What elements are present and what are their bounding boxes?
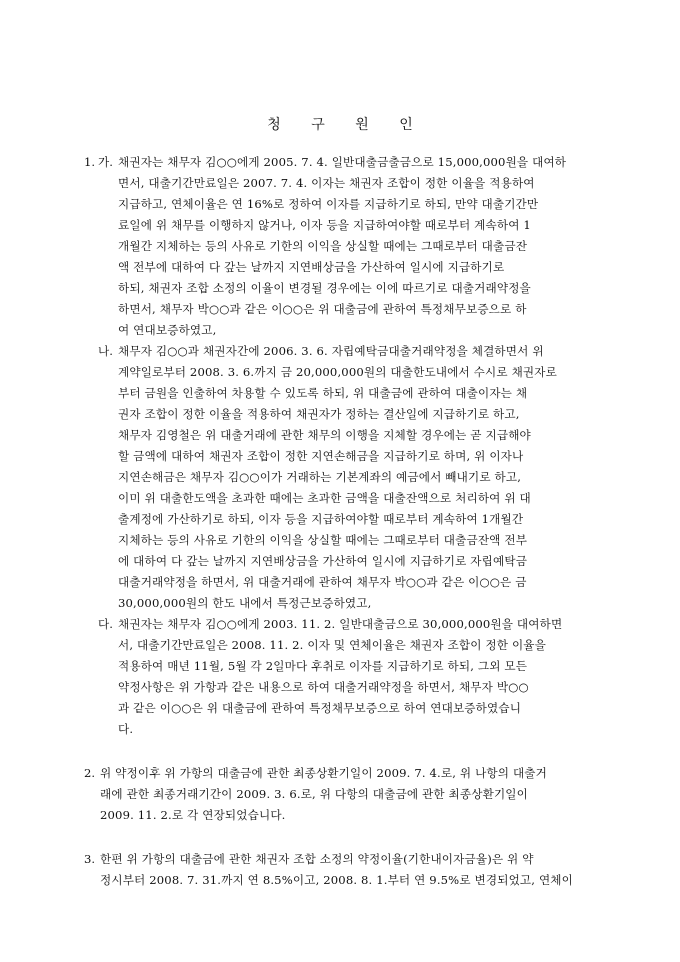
paragraph-line: 30,000,000원의 한도 내에서 특정근보증하였고, [118,596,372,610]
item-marker: 나. [98,344,113,358]
paragraph-line: 계약일로부터 2008. 3. 6.까지 금 20,000,000원의 대출한도내에서 수시로 채권자로 [118,365,557,379]
paragraph-line: 여 연대보증하였고, [118,323,217,337]
paragraph-line: 면서, 대출기간만료일은 2007. 7. 4. 이자는 채권자 조합이 정한 이율을 적용하여 [118,176,535,190]
paragraph-line: 지연손해금은 채무자 김○○이가 거래하는 기본계좌의 예금에서 빼내기로 하고, [118,470,522,484]
paragraph-line: 채권자는 채무자 김○○에게 2005. 7. 4. 일반대출금출금으로 15,000,000원을 대여하 [118,155,567,169]
paragraph-line: 약정사항은 위 가항과 같은 내용으로 하여 대출거래약정을 하면서, 채무자 박○○ [118,680,529,694]
paragraph-line: 과 같은 이○○은 위 대출금에 관하여 특정채무보증으로 하여 연대보증하였습니 [118,701,522,715]
paragraph-line: 래에 관한 최종거래기간이 2009. 3. 6.로, 위 다항의 대출금에 관한 최종상환기일이 [100,787,528,801]
paragraph-line: 에 대하여 다 갚는 날까지 지연배상금을 가산하여 일시에 지급하기로 자립예탁금 [118,554,528,568]
paragraph-line: 하되, 채권자 조합 소정의 이율이 변경될 경우에는 이에 따르기로 대출거래약정을 [118,281,531,295]
paragraph-line: 료일에 위 채무를 이행하지 않거나, 이자 등을 지급하여야할 때로부터 계속하여 1 [118,218,531,232]
paragraph-line: 위 약정이후 위 가항의 대출금에 관한 최종상환기일이 2009. 7. 4.로, 위 나항의 대출거 [100,766,548,780]
paragraph-line: 정시부터 2008. 7. 31.까지 연 8.5%이고, 2008. 8. 1.부터 연 9.5%로 변경되었고, 연체이 [100,873,573,887]
paragraph-line: 권자 조합이 정한 이율을 적용하여 채권자가 정하는 결산일에 지급하기로 하고, [118,407,520,421]
paragraph-line: 채무자 김○○과 채권자간에 2006. 3. 6. 자립예탁금대출거래약정을 체결하면서 위 [118,344,544,358]
paragraph-line: 대출거래약정을 하면서, 위 대출거래에 관하여 채무자 박○○과 같은 이○○은 금 [118,575,527,589]
paragraph-line: 서, 대출기간만료일은 2008. 11. 2. 이자 및 연체이율은 채권자 조합이 정한 이율을 [118,638,547,652]
paragraph-line: 할 금액에 대하여 채권자 조합이 정한 지연손해금을 지급하기로 하며, 위 이자나 [118,449,524,463]
paragraph-line: 채무자 김영철은 위 대출거래에 관한 채무의 이행을 지체할 경우에는 곧 지급해야 [118,428,531,442]
paragraph-line: 이미 위 대출한도액을 초과한 때에는 초과한 금액을 대출잔액으로 처리하여 위 대 [118,491,531,505]
paragraph-line: 다. [118,722,134,736]
paragraph-line: 한편 위 가항의 대출금에 관한 채권자 조합 소정의 약정이율(기한내이자금율)은 위 약 [100,852,534,866]
paragraph-line: 적용하여 매년 11월, 5월 각 2일마다 후취로 이자를 지급하기로 하되, 그외 모든 [118,659,528,673]
paragraph-line: 출계정에 가산하기로 하되, 이자 등을 지급하여야할 때로부터 계속하여 1개월간 [118,512,524,526]
paragraph-line: 액 전부에 대하여 다 갚는 날까지 지연배상금을 가산하여 일시에 지급하기로 [118,260,505,274]
paragraph-line: 채권자는 채무자 김○○에게 2003. 11. 2. 일반대출금으로 30,000,000원을 대여하면 [118,617,563,631]
paragraph-line: 부터 금원을 인출하여 차용할 수 있도록 하되, 위 대출금에 관하여 대출이자는 채 [118,386,528,400]
paragraph-line: 2009. 11. 2.로 각 연장되었습니다. [100,808,286,822]
section-number: 3. [84,852,96,866]
section-number: 2. [84,766,96,780]
paragraph-line: 개월간 지체하는 등의 사유로 기한의 이익을 상실할 때에는 그때로부터 대출금잔 [118,239,528,253]
paragraph-line: 지체하는 등의 사유로 기한의 이익을 상실할 때에는 그때로부터 대출금잔액 전부 [118,533,528,547]
document-title: 청 구 원 인 [267,117,426,133]
item-marker: 다. [98,617,113,631]
section-number: 1. [84,155,96,169]
paragraph-line: 하면서, 채무자 박○○과 같은 이○○은 위 대출금에 관하여 특정채무보증으로 하 [118,302,527,316]
item-marker: 가. [98,155,113,169]
paragraph-line: 지급하고, 연체이율은 연 16%로 정하여 이자를 지급하기로 하되, 만약 대출기간만 [118,197,539,211]
